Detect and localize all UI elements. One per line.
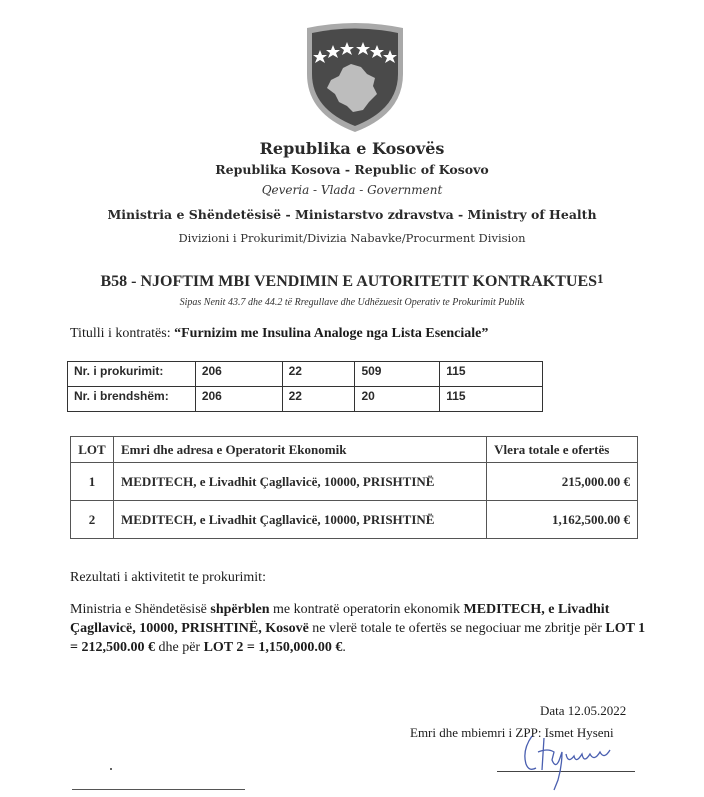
lots-table	[70, 436, 638, 539]
contract-title-line	[70, 326, 488, 342]
kosovo-coat-of-arms-icon	[303, 22, 407, 134]
table-cell: 22	[282, 387, 355, 412]
zpp-name-line: Emri dhe mbiemri i ZPP: Ismet Hyseni	[410, 725, 614, 740]
contract-label: Titulli i kontratës:	[70, 326, 175, 341]
offer-value: 215,000.00 €	[487, 463, 638, 501]
contract-title: “Furnizim me Insulina Analoge nga Lista Esenciale”	[174, 326, 489, 341]
awarded-operator: MEDITECH, e Livadhit Çagllavicë, 10000, PRISHTINË, Kosovë	[70, 602, 610, 636]
table-header-row	[71, 437, 638, 463]
lot-number: 2	[71, 501, 114, 539]
table-cell: 206	[195, 362, 282, 387]
row-label: Nr. i brendshëm:	[68, 387, 196, 412]
table-cell: 22	[282, 362, 355, 387]
table-cell: 115	[440, 387, 543, 412]
row-label: Nr. i prokurimit:	[68, 362, 196, 387]
signature-icon	[520, 730, 640, 792]
operator-name: MEDITECH, e Livadhit Çagllavicë, 10000, PRISHTINË	[113, 463, 486, 501]
footnote-marker: 1	[597, 271, 604, 286]
government-line: Qeveria - Vlada - Government	[261, 183, 443, 197]
ministry-line: Ministria e Shëndetësisë - Ministarstvo zdravstva - Ministry of Health	[107, 207, 597, 222]
table-row	[71, 463, 638, 501]
lot2-award: LOT 2 = 1,150,000.00 €	[203, 640, 343, 655]
table-cell: 115	[440, 362, 543, 387]
dot-mark	[110, 768, 112, 770]
table-cell: 20	[355, 387, 440, 412]
document-title: B58 - NJOFTIM MBI VENDIMIN E AUTORITETIT KONTRAKTUES$^1$	[100, 271, 604, 290]
procurement-numbers-table	[67, 361, 543, 412]
left-signature-line	[72, 789, 245, 790]
table-row	[68, 362, 543, 387]
republic-heading: Republika e Kosovës	[259, 139, 445, 158]
column-header-lot: LOT	[71, 437, 114, 463]
table-cell: 509	[355, 362, 440, 387]
division-line: Divizioni i Prokurimit/Divizia Nabavke/Procurment Division	[178, 231, 526, 245]
table-row	[71, 501, 638, 539]
column-header-value: Vlera totale e ofertës	[487, 437, 638, 463]
column-header-operator: Emri dhe adresa e Operatorit Ekonomik	[113, 437, 486, 463]
offer-value: 1,162,500.00 €	[487, 501, 638, 539]
lot-number: 1	[71, 463, 114, 501]
result-label: Rezultati i aktivitetit te prokurimit:	[70, 570, 266, 585]
lot1-award: LOT 1 = 212,500.00 €	[70, 621, 646, 655]
result-paragraph: Ministria e Shëndetësisë shpërblen me kontratë operatorin ekonomik MEDITECH, e Livadhit Çagllavicë, 10000, PRISHTINË, Kosovë ne vlerë totale te ofertës se negociuar me zbritje për LOT 1 = 212,500.00 € dhe për LOT 2 = 1,150,000.00 €.	[70, 602, 646, 655]
document-subtitle: Sipas Nenit 43.7 dhe 44.2 të Rregullave dhe Udhëzuesit Operativ te Prokurimit Publik	[179, 297, 525, 308]
table-cell: 206	[195, 387, 282, 412]
table-row	[68, 387, 543, 412]
date-line: Data 12.05.2022	[540, 703, 627, 718]
operator-name: MEDITECH, e Livadhit Çagllavicë, 10000, PRISHTINË	[113, 501, 486, 539]
republic-multilingual: Republika Kosova - Republic of Kosovo	[215, 162, 489, 177]
